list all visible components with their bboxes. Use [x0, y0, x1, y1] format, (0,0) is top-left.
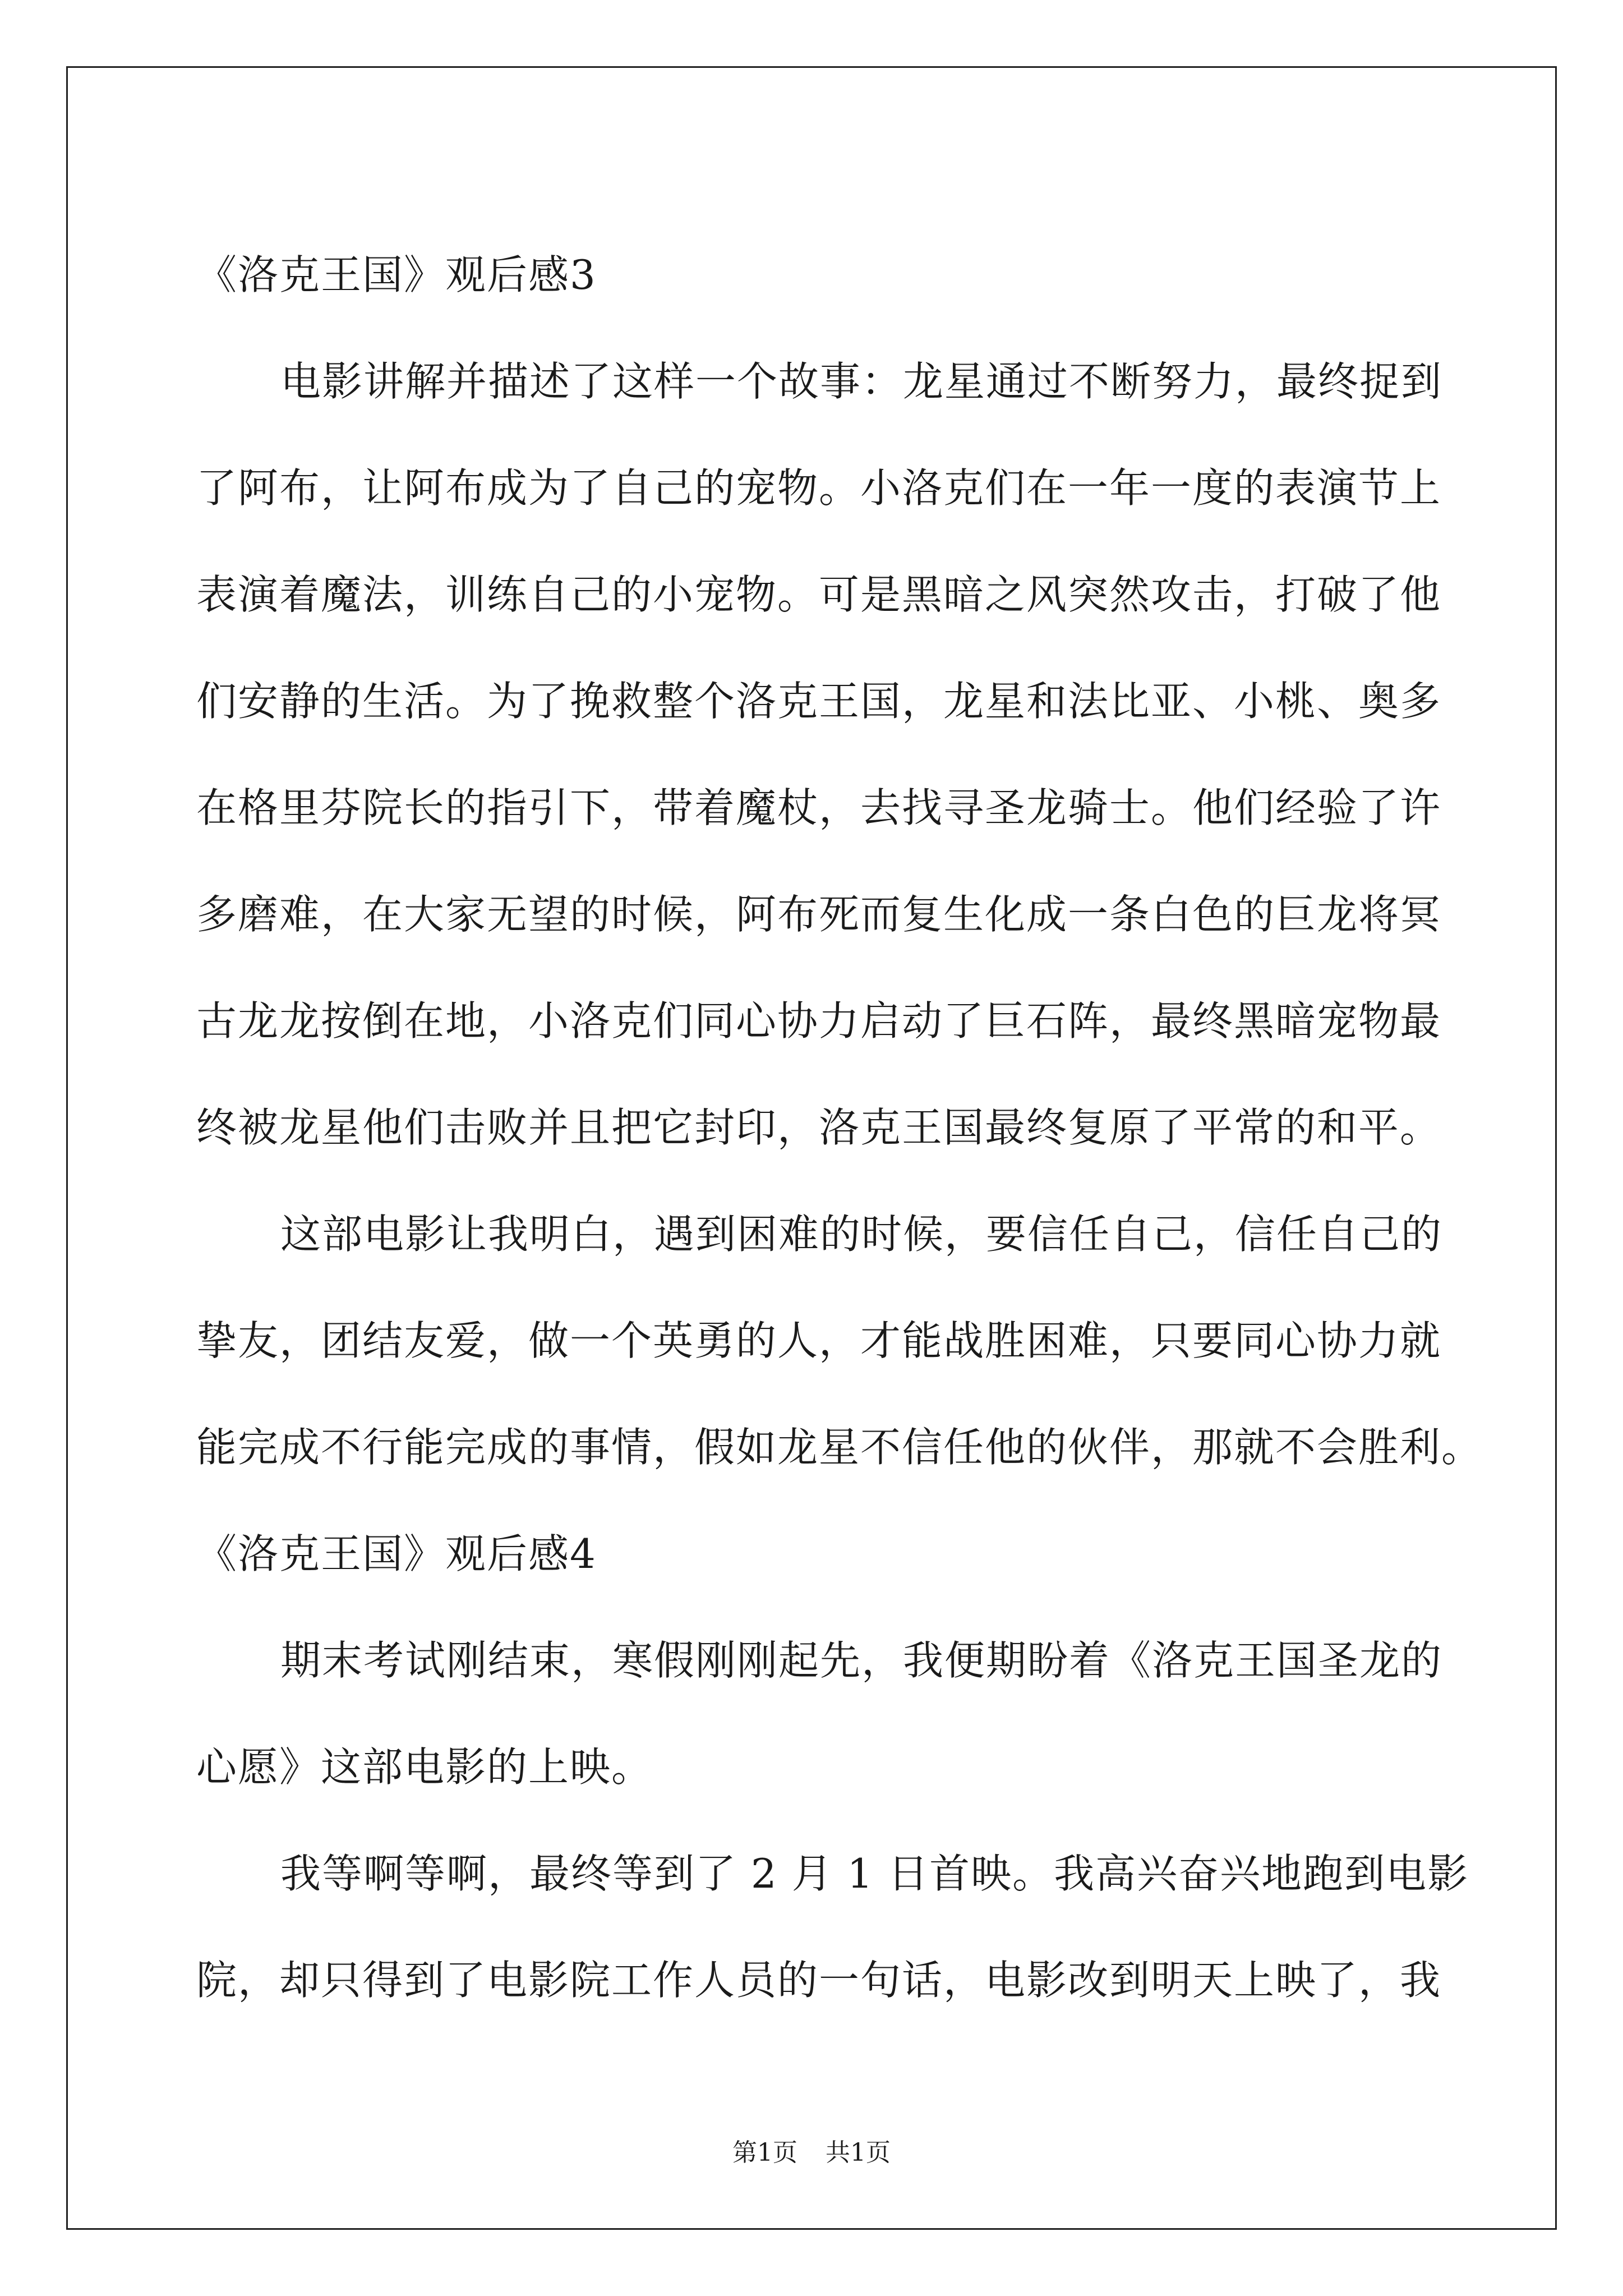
- paragraph: [196, 1820, 1469, 2033]
- page-number: 第1页: [732, 2138, 797, 2167]
- paragraph-line: 表演着魔法，训练自己的小宠物。可是黑暗之风突然攻击，打破了他: [196, 571, 1442, 618]
- section-heading: 《洛克王国》观后感4: [196, 1530, 597, 1577]
- paragraph-line: 这部电影让我明白，遇到困难的时候，要信任自己，信任自己的: [280, 1211, 1443, 1258]
- paragraph: [196, 1181, 1483, 1501]
- document-body: [196, 222, 1483, 2033]
- paragraph-line: 们安静的生活。为了挽救整个洛克王国，龙星和法比亚、小桃、奥多: [196, 678, 1442, 725]
- paragraph-line: 院，却只得到了电影院工作人员的一句话，电影改到明天上映了，我: [196, 1957, 1442, 2004]
- paragraph-line: 在格里芬院长的指引下，带着魔杖，去找寻圣龙骑士。他们经验了许: [196, 784, 1442, 831]
- paragraph-line: 我等啊等啊，最终等到了 2 月 1 日首映。我高兴奋兴地跑到电影: [280, 1850, 1469, 1897]
- page-total: 共1页: [826, 2138, 891, 2167]
- paragraph-line: 了阿布，让阿布成为了自己的宠物。小洛克们在一年一度的表演节上: [196, 464, 1442, 512]
- paragraph-line: 心愿》这部电影的上映。: [196, 1743, 653, 1791]
- paragraph-line: 电影讲解并描述了这样一个故事：龙星通过不断努力，最终捉到: [280, 358, 1443, 405]
- paragraph-line: 能完成不行能完成的事情，假如龙星不信任他的伙伴，那就不会胜利。: [196, 1424, 1483, 1471]
- paragraph: [196, 1607, 1443, 1820]
- paragraph-line: 期末考试刚结束，寒假刚刚起先，我便期盼着《洛克王国圣龙的: [280, 1637, 1443, 1684]
- paragraph-line: 古龙龙按倒在地，小洛克们同心协力启动了巨石阵，最终黑暗宠物最: [196, 997, 1442, 1045]
- paragraph: [196, 328, 1443, 1181]
- page-footer: [0, 2136, 1623, 2170]
- paragraph-line: 终被龙星他们击败并且把它封印，洛克王国最终复原了平常的和平。: [196, 1104, 1442, 1151]
- paragraph-line: 多磨难，在大家无望的时候，阿布死而复生化成一条白色的巨龙将冥: [196, 891, 1442, 938]
- section-heading: 《洛克王国》观后感3: [196, 251, 597, 298]
- paragraph-line: 挚友，团结友爱，做一个英勇的人，才能战胜困难，只要同心协力就: [196, 1317, 1442, 1364]
